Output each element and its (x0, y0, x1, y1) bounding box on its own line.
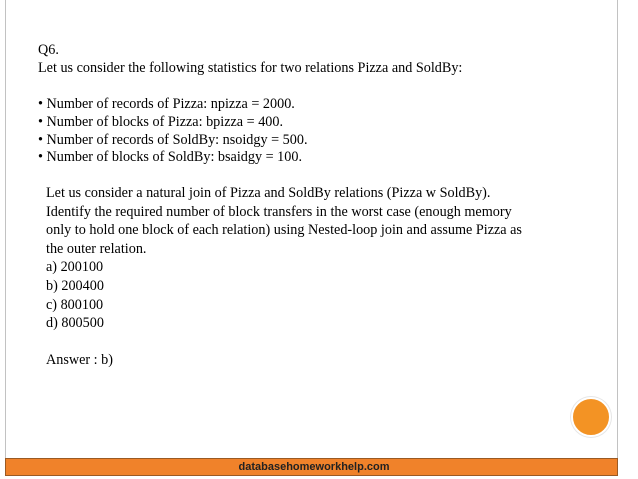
problem-line: the outer relation. (46, 240, 147, 257)
problem-line: Identify the required number of block transfers in the worst case (enough memory (46, 203, 512, 220)
question-intro: Let us consider the following statistics for two relations Pizza and SoldBy: (38, 59, 463, 76)
question-number: Q6. (38, 42, 59, 58)
decorative-orange-circle (571, 397, 611, 437)
problem-line: Let us consider a natural join of Pizza and SoldBy relations (Pizza w SoldBy). (46, 185, 491, 201)
frame-right-border (617, 0, 618, 458)
stat-item: • Number of records of SoldBy: nsoidgy = 500. (38, 131, 308, 148)
stat-item: • Number of records of Pizza: npizza = 2000. (38, 95, 295, 112)
option-b: b) 200400 (46, 277, 104, 294)
problem-line: only to hold one block of each relation) using Nested-loop join and assume Pizza as (46, 222, 522, 239)
spacer (46, 333, 522, 352)
footer-site-link[interactable]: databasehomeworkhelp.com (238, 461, 390, 473)
option-c: c) 800100 (46, 296, 104, 313)
problem-block (46, 184, 522, 370)
frame-left-border (5, 0, 6, 458)
option-a: a) 200100 (46, 259, 104, 276)
stat-item: • Number of blocks of Pizza: bpizza = 400. (38, 113, 284, 130)
question-block (38, 42, 462, 167)
answer-text: Answer : b) (46, 352, 113, 369)
spacer (38, 78, 462, 96)
option-d: d) 800500 (46, 315, 104, 332)
stat-item: • Number of blocks of SoldBy: bsaidgy = 100. (38, 149, 302, 166)
